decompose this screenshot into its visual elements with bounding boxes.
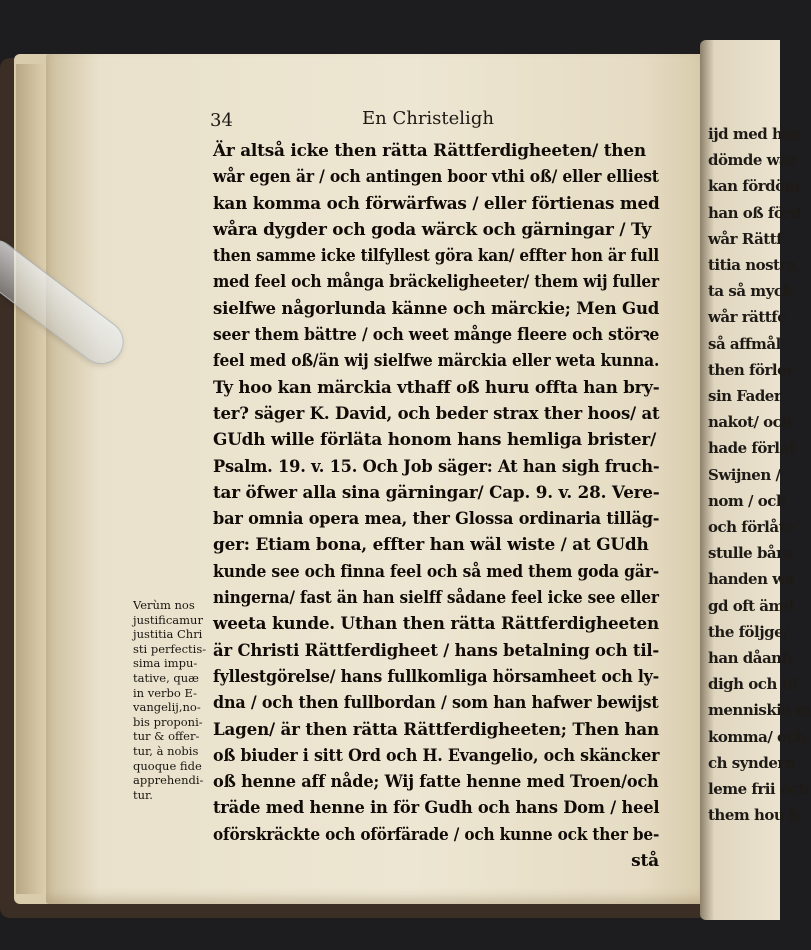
facing-page-line: digh och hi [708,675,798,694]
facing-page-line: Swijnen / [708,465,781,484]
text-line: ger: Etiam bona, effter han wäl wiste / at GUdh [213,535,649,556]
facing-page-line: hade förlat [708,439,796,458]
facing-page-line: wår rättfe [708,308,787,327]
facing-page-line: han oß förd [708,203,801,222]
facing-page-line: han dåanh [708,649,792,667]
marginal-note [133,598,213,802]
marginal-note-line: tur, à nobis [133,743,199,758]
text-line: fyllestgörelse/ hans fullkomliga hörsamheet och ly- [213,666,660,687]
marginal-note-line: Verùm nos [133,598,195,612]
text-line: weeta kunde. Uthan then rätta Rättferdigheeten [213,614,659,635]
text-line: träde med henne in för Gudh och hans Dom / heel [213,798,660,819]
text-line: Är altså icke then rätta Rättferdigheeten/ then [213,141,646,161]
text-line: bar omnia opera mea, ther Glossa ordinaria tilläg- [213,509,660,530]
marginal-note-line: sima impu- [133,656,198,671]
text-line: wåra dygder och goda wärck och gärningar / Ty [213,219,652,240]
text-line: oförskräckte och oförfärade / och kunne ock ther be- [213,824,660,845]
main-text-block [213,138,663,874]
facing-page-line: och förlåte [708,518,795,536]
facing-page-line: wår Rättf [708,229,783,248]
facing-page-line: nom / och [708,491,787,510]
facing-page-line: sin Fader [708,387,782,405]
marginal-note-line: sti perfectis- [133,641,207,656]
facing-page [700,40,811,920]
text-line: seer them bättre / och weet månge fleere och störꝛe [213,325,660,346]
marginal-note-line: tur & offer- [133,729,200,744]
text-line: feel med oß/än wij sielfwe märckia eller weta kunna. [213,351,660,372]
facing-page-line: dömde war [708,151,796,170]
text-line: ter? säger K. David, och beder strax ther hoos/ at [213,403,660,424]
text-line: dna / och then fullbordan / som han hafwer bewijst [213,693,659,714]
facing-page-line: them hou h [708,806,800,825]
text-line: oß biuder i sitt Ord och H. Evangelio, och skäncker [213,745,660,766]
marginal-note-line: justitia Chri [133,627,203,642]
marginal-note-line: tur. [133,787,153,802]
text-line: sielfwe någorlunda känne och märckie; Men Gud [213,298,660,319]
text-line: med feel och många bräckeligheeter/ them wij fuller [213,272,659,293]
facing-page-line: then förlor [708,360,794,379]
marginal-note-line: in verbo E- [133,685,197,700]
text-line: kan komma och förwärfwas / eller förtienas med [213,193,660,214]
facing-page-line: komma/ och [708,727,806,746]
text-line: then samme icke tilfyllest göra kan/ effter hon är full [213,246,660,267]
marginal-note-line: justificamur [133,612,203,627]
text-line: wår egen är / och antingen boor vthi oß/ eller elliest [213,167,659,188]
text-line: ningerna/ fast än han sielff sådane feel icke see eller [213,588,659,609]
text-line: tar öfwer alla sina gärningar/ Cap. 9. v. 28. Vere- [213,482,660,503]
marginal-note-line: vangelij,no- [133,700,201,715]
facing-page-line: nakot/ och [708,413,792,432]
facing-page-line: the följge/ [708,622,789,641]
facing-page-line: menniskia m [708,701,811,720]
facing-page-line: leme frii och [708,780,809,798]
marginal-note-line: bis proponi- [133,714,203,729]
text-line: GUdh wille förläta honom hans hemliga brister/ [213,430,657,451]
text-line: Ty hoo kan märckia vthaff oß huru offta han bry- [213,377,660,398]
facing-page-line: ch syndern [708,753,796,772]
text-line: är Christi Rättferdigheet / hans betalning och til- [213,640,660,661]
facing-page-line: kan fördöm [708,177,800,196]
facing-page-line: så affmål [708,334,781,353]
facing-page-line: handen wa [708,570,794,589]
text-line: Psalm. 19. v. 15. Och Job säger: At han sigh fruch- [213,456,660,477]
marginal-note-line: tative, quæ [133,670,199,685]
facing-page-line: titia nostra [708,256,797,274]
catchword: stå [631,851,659,872]
facing-page-line: ta så myck [708,282,793,301]
facing-page-line: stulle båra [708,544,793,563]
marginal-note-line: apprehendi- [133,773,204,788]
page-header [210,106,660,134]
running-head: En Christeligh [362,108,494,129]
facing-page-line: ijd med hen [708,125,802,143]
text-line: kunde see och finna feel och så med them goda gär- [213,561,659,582]
text-line: oß henne aff nåde; Wij fatte henne med Troen/och [213,772,659,793]
facing-page-line: gd oft ämd [708,596,794,615]
page-number: 34 [210,110,233,131]
marginal-note-line: quoque fide [133,758,202,773]
text-line: Lagen/ är then rätta Rättferdigheeten; Then han [213,719,660,740]
